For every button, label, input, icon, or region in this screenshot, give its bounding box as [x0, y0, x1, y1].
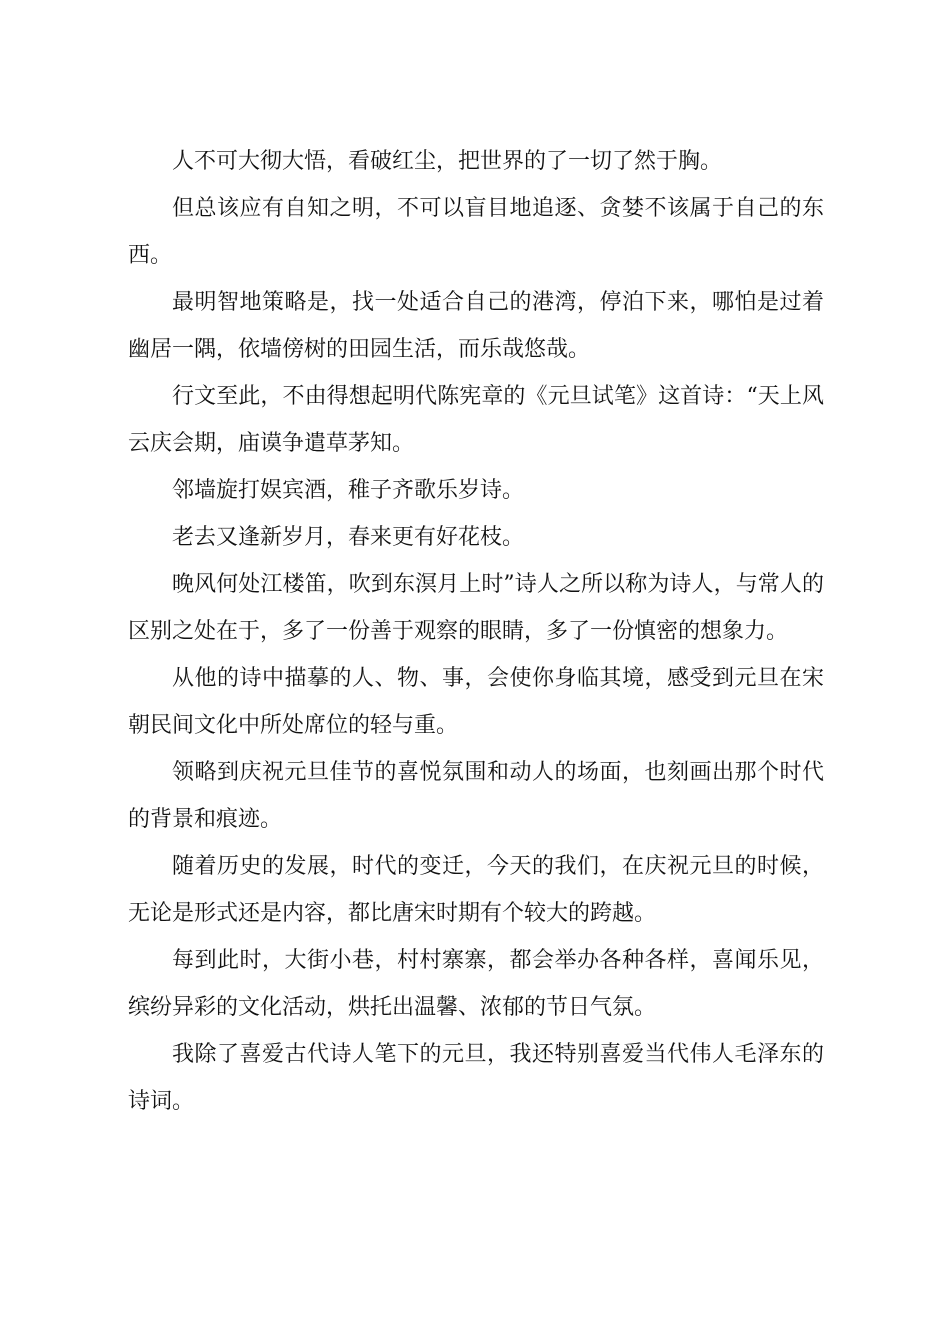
paragraph: 从他的诗中描摹的人、物、事，会使你身临其境，感受到元旦在宋朝民间文化中所处席位的轻与重。 — [128, 666, 824, 738]
paragraph: 最明智地策略是，找一处适合自己的港湾，停泊下来，哪怕是过着幽居一隅，依墙傍树的田园生活，而乐哉悠哉。 — [128, 290, 824, 362]
paragraph: 领略到庆祝元旦佳节的喜悦氛围和动人的场面，也刻画出那个时代的背景和痕迹。 — [128, 760, 824, 832]
paragraph: 人不可大彻大悟，看破红尘，把世界的了一切了然于胸。 — [172, 149, 723, 174]
paragraph: 老去又逢新岁月，春来更有好花枝。 — [172, 525, 525, 550]
paragraph: 行文至此，不由得想起明代陈宪章的《元旦试笔》这首诗：“天上风云庆会期，庙谟争遣草茅知。 — [128, 384, 824, 456]
paragraph: 但总该应有自知之明，不可以盲目地追逐、贪婪不该属于自己的东西。 — [128, 196, 824, 268]
paragraph: 我除了喜爱古代诗人笔下的元旦，我还特别喜爱当代伟人毛泽东的诗词。 — [128, 1042, 824, 1114]
document-body — [128, 138, 824, 1125]
paragraph: 邻墙旋打娱宾酒，稚子齐歌乐岁诗。 — [172, 478, 525, 503]
paragraph: 晚风何处江楼笛，吹到东溟月上时”诗人之所以称为诗人，与常人的区别之处在于，多了一份善于观察的眼睛，多了一份慎密的想象力。 — [128, 572, 824, 644]
paragraph: 每到此时，大街小巷，村村寨寨，都会举办各种各样，喜闻乐见，缤纷异彩的文化活动，烘托出温馨、浓郁的节日气氛。 — [128, 948, 824, 1020]
paragraph: 随着历史的发展，时代的变迁，今天的我们，在庆祝元旦的时候，无论是形式还是内容，都比唐宋时期有个较大的跨越。 — [128, 854, 824, 926]
